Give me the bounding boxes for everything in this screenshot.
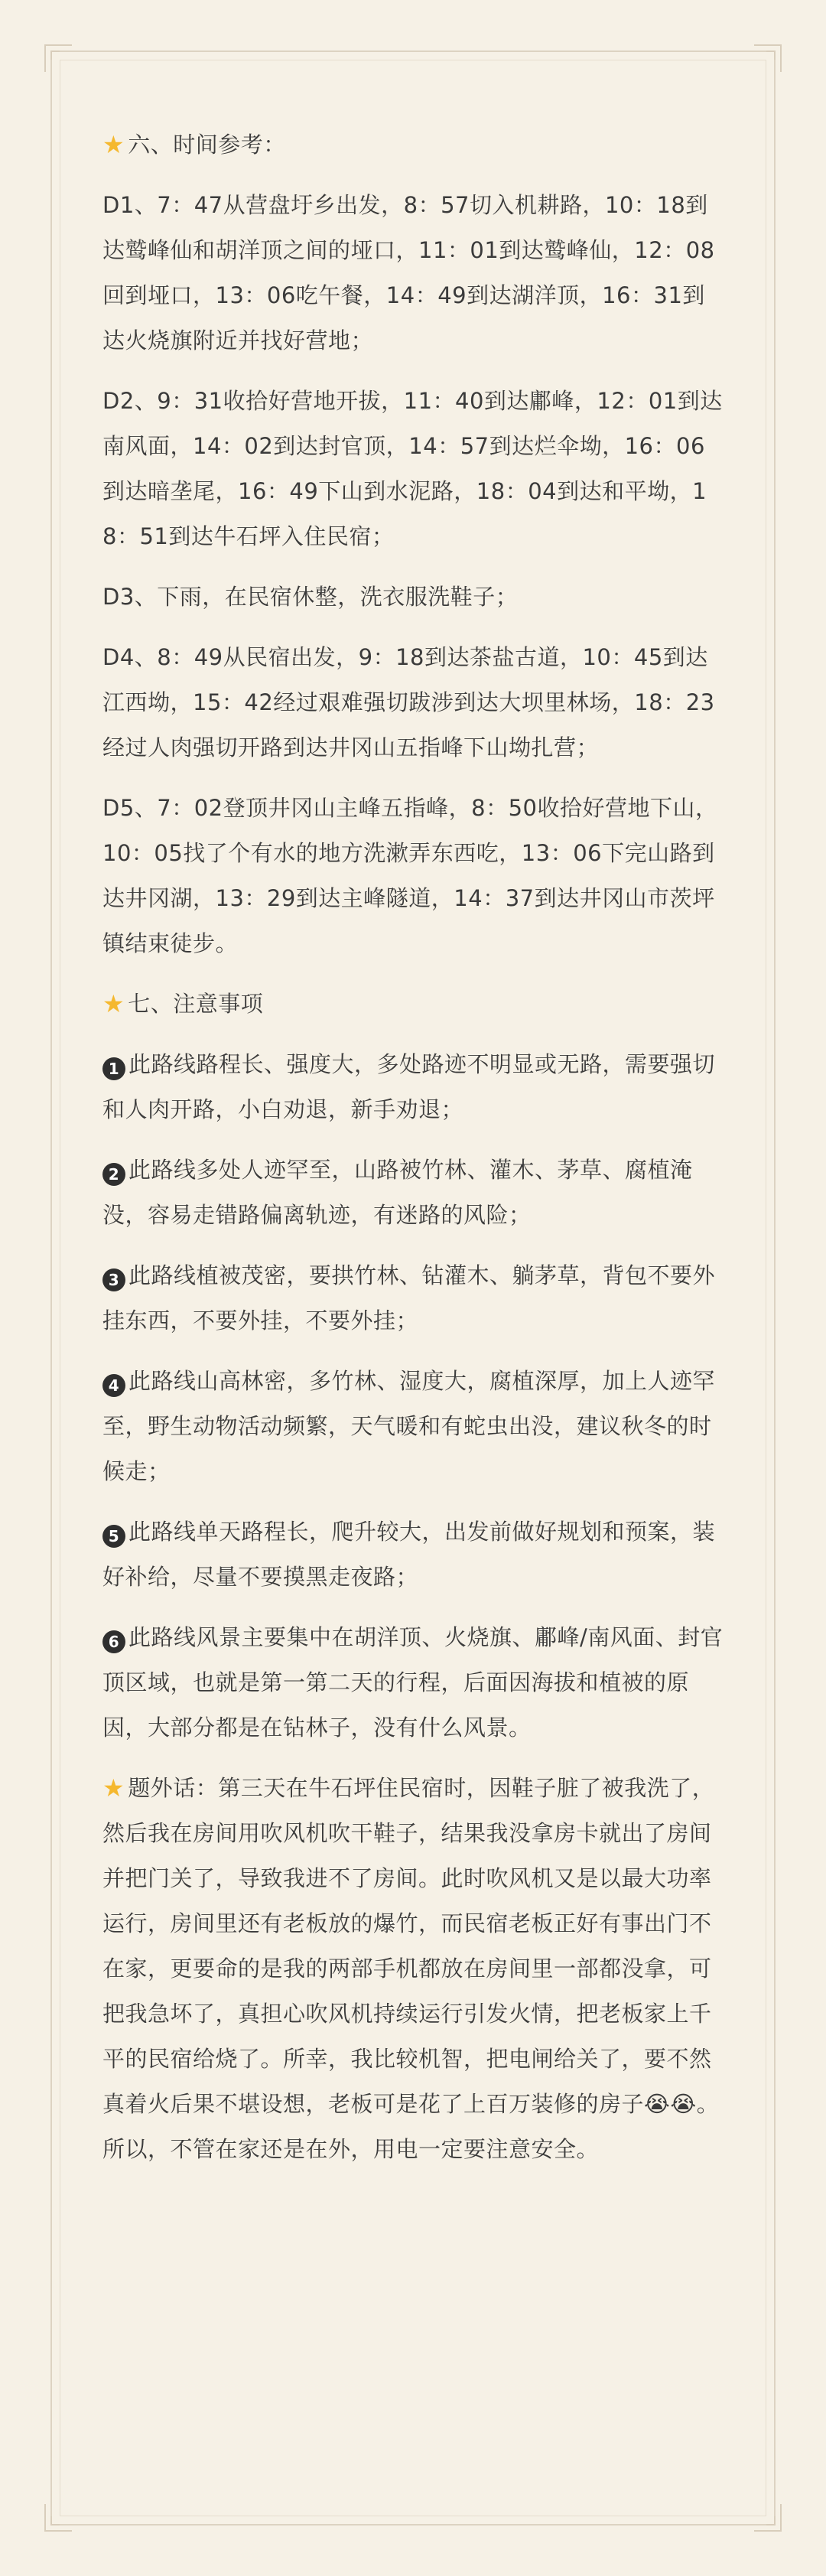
note-text: 此路线路程长、强度大，多处路迹不明显或无路，需要强切和人肉开路，小白劝退，新手劝退； [102,1051,716,1122]
circled-number-icon: 4 [102,1374,125,1397]
section-heading-time-reference [102,122,724,168]
section-heading-text: 六、时间参考： [128,132,286,158]
note-text: 此路线植被茂密，要拱竹林、钻灌木、躺茅草，背包不要外挂东西，不要外挂，不要外挂； [102,1262,716,1334]
note-item [102,1615,724,1750]
note-text: 此路线多处人迹罕至，山路被竹林、灌木、茅草、腐植淹没，容易走错路偏离轨迹，有迷路的风险； [102,1157,693,1228]
article-body [102,122,724,2187]
circled-number-icon: 1 [102,1057,125,1080]
note-text: 此路线风景主要集中在胡洋顶、火烧旗、鄘峰/南风面、封官顶区域，也就是第一第二天的行程，后面因海拔和植被的原因，大部分都是在钻林子，没有什么风景。 [102,1624,724,1741]
note-text: 此路线山高林密，多竹林、湿度大，腐植深厚，加上人迹罕至，野生动物活动频繁，天气暖和有蛇虫出没，建议秋冬的时候走； [102,1368,716,1484]
aside-heading: 题外话： [128,1775,219,1801]
circled-number-icon: 5 [102,1525,125,1548]
section-heading-notes [102,982,724,1027]
star-icon: ★ [102,989,125,1018]
circled-number-icon: 2 [102,1163,125,1186]
note-item [102,1253,724,1343]
day-paragraph-d1: D1、7：47从营盘圩乡出发，8：57切入机耕路，10：18到达鹫峰仙和胡洋顶之间的垭口，11：01到达鹫峰仙，12：08回到垭口，13：06吃午餐，14：49到达湖洋顶，16：31到达火烧旗附近并找好营地； [102,192,715,353]
day-paragraph-d2: D2、9：31收拾好营地开拔，11：40到达鄘峰，12：01到达南风面，14：02到达封官顶，14：57到达烂伞坳，16：06到达暗垄尾，16：49下山到水泥路，18：04到达和平坳，18：51到达牛石坪入住民宿； [102,388,723,549]
aside-text: 第三天在牛石坪住民宿时，因鞋子脏了被我洗了，然后我在房间用吹风机吹干鞋子，结果我没拿房卡就出了房间并把门关了，导致我进不了房间。此时吹风机又是以最大功率运行，房间里还有老板放的爆竹，而民宿老板正好有事出门不在家，更要命的是我的两部手机都放在房间里一部都没拿，可把我急坏了，真担心吹风机持续运行引发火情，把老板家上千平的民宿给烧了。所幸，我比较机智，把电闸给关了，要不然真着火后果不堪设想，老板可是花了上百万装修的房子😭😭。所以，不管在家还是在外，用电一定要注意安全。 [102,1775,720,2162]
note-text: 此路线单天路程长，爬升较大，出发前做好规划和预案，装好补给，尽量不要摸黑走夜路； [102,1519,716,1590]
note-item [102,1359,724,1494]
star-icon: ★ [102,1773,125,1803]
star-icon: ★ [102,130,125,159]
corner-ornament-bottom-right [754,2504,782,2532]
note-item [102,1148,724,1238]
corner-ornament-bottom-left [44,2504,72,2532]
day-paragraph-d4: D4、8：49从民宿出发，9：18到达茶盐古道，10：45到达江西坳，15：42经过艰难强切跋涉到达大坝里林场，18：23经过人肉强切开路到达井冈山五指峰下山坳扎营； [102,644,715,760]
circled-number-icon: 6 [102,1630,125,1653]
corner-ornament-top-right [754,44,782,72]
corner-ornament-top-left [44,44,72,72]
aside-paragraph [102,1766,724,2172]
circled-number-icon: 3 [102,1268,125,1291]
note-item [102,1509,724,1600]
day-paragraph-d5: D5、7：02登顶井冈山主峰五指峰，8：50收拾好营地下山，10：05找了个有水的地方洗漱弄东西吃，13：06下完山路到达井冈湖，13：29到达主峰隧道，14：37到达井冈山市茨坪镇结束徒步。 [102,795,718,956]
day-paragraph-d3: D3、下雨，在民宿休整，洗衣服洗鞋子； [102,584,519,610]
section-heading-text: 七、注意事项 [128,991,264,1017]
note-item [102,1042,724,1132]
